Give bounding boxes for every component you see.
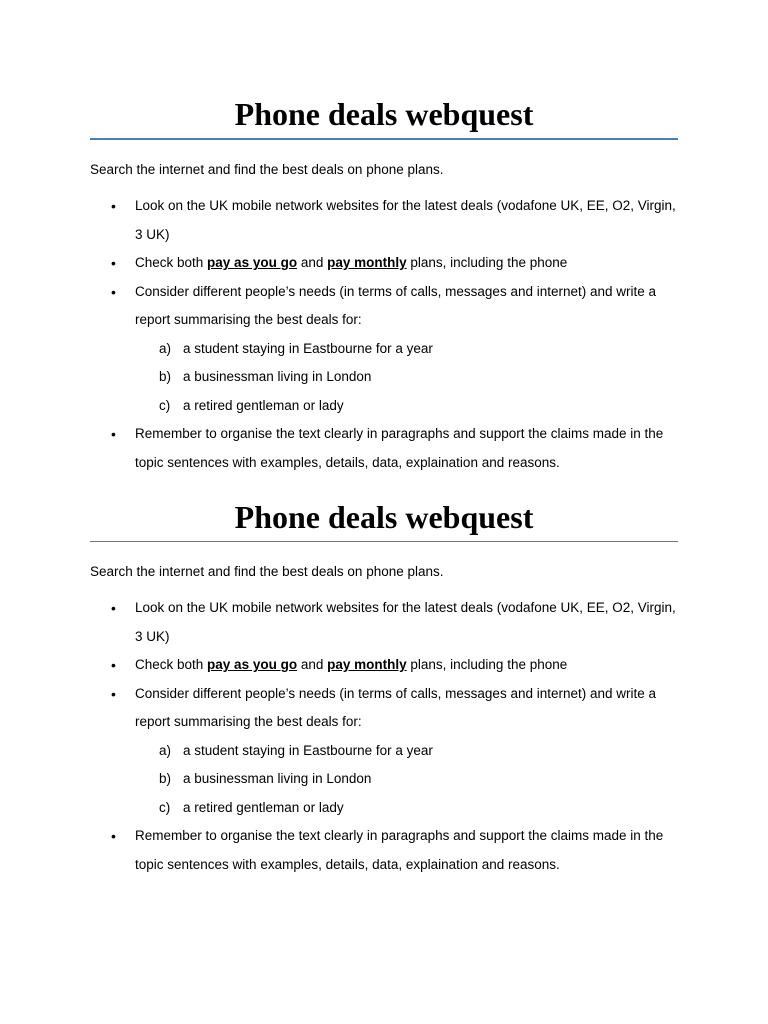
- page-title: Phone deals webquest: [90, 90, 678, 140]
- sub-list: [135, 335, 678, 421]
- bullet-list: [90, 594, 678, 879]
- bullet-icon: •: [111, 600, 116, 616]
- emphasis-pay-monthly: pay monthly: [327, 255, 407, 270]
- bullet-icon: •: [111, 685, 116, 702]
- sub-list-item: [135, 392, 678, 421]
- sub-list: [135, 737, 678, 823]
- bullet-icon: •: [111, 283, 116, 300]
- sub-list-item: [135, 363, 678, 392]
- list-item-text: Consider different people’s needs (in terms of calls, messages and internet) and write a report summarising the best deals for:: [135, 283, 657, 327]
- sub-list-item: [135, 794, 678, 823]
- bullet-icon: •: [111, 657, 116, 673]
- list-item: [90, 420, 678, 477]
- sub-list-marker: c): [159, 799, 171, 815]
- list-item: [90, 822, 678, 879]
- sub-list-marker: b): [159, 771, 172, 786]
- list-item-text: Look on the UK mobile network websites for the latest deals (vodafone UK, EE, O2, Virgin, 3 UK): [135, 198, 676, 242]
- bullet-list: [90, 192, 678, 477]
- sub-list-marker: c): [159, 397, 171, 413]
- list-item-text-post: plans, including the phone: [406, 255, 568, 270]
- sub-list-item: [135, 737, 678, 766]
- sub-list-text: a retired gentleman or lady: [183, 799, 344, 815]
- list-item-text: Remember to organise the text clearly in paragraphs and support the claims made in the topic sentences with examples, details, data, explaination and reasons.: [135, 426, 664, 470]
- intro-paragraph: Search the internet and find the best deals on phone plans.: [90, 162, 444, 177]
- webquest-section: [90, 493, 678, 879]
- emphasis-pay-as-you-go: pay as you go: [207, 657, 298, 672]
- bullet-icon: •: [111, 255, 116, 271]
- bullet-icon: •: [111, 198, 116, 214]
- sub-list-marker: b): [159, 369, 172, 384]
- list-item: [90, 278, 678, 421]
- webquest-section: [90, 90, 678, 477]
- emphasis-pay-as-you-go: pay as you go: [207, 255, 298, 270]
- emphasis-pay-monthly: pay monthly: [327, 657, 407, 672]
- sub-list-marker: a): [159, 742, 172, 758]
- list-item-text-pre: Check both: [135, 255, 208, 270]
- sub-list-text: a retired gentleman or lady: [183, 397, 344, 413]
- sub-list-text: a businessman living in London: [183, 369, 372, 384]
- bullet-icon: •: [111, 828, 116, 844]
- list-item: [90, 651, 678, 680]
- list-item-text: Consider different people’s needs (in terms of calls, messages and internet) and write a report summarising the best deals for:: [135, 685, 657, 729]
- document-page: [90, 90, 678, 879]
- list-item: [90, 192, 678, 249]
- list-item: [90, 594, 678, 651]
- list-item: [90, 680, 678, 823]
- list-item-text-pre: Check both: [135, 657, 208, 672]
- sub-list-text: a student staying in Eastbourne for a year: [183, 340, 433, 356]
- list-item-text-mid: and: [297, 255, 328, 270]
- sub-list-marker: a): [159, 340, 172, 356]
- sub-list-item: [135, 335, 678, 364]
- list-item-text-mid: and: [297, 657, 328, 672]
- list-item-text-post: plans, including the phone: [406, 657, 568, 672]
- sub-list-text: a student staying in Eastbourne for a year: [183, 742, 433, 758]
- list-item-text: Remember to organise the text clearly in paragraphs and support the claims made in the topic sentences with examples, details, data, explaination and reasons.: [135, 828, 664, 872]
- list-item-text: Look on the UK mobile network websites for the latest deals (vodafone UK, EE, O2, Virgin, 3 UK): [135, 600, 676, 644]
- page-title: Phone deals webquest: [90, 493, 678, 542]
- sub-list-item: [135, 765, 678, 794]
- list-item: [90, 249, 678, 278]
- bullet-icon: •: [111, 426, 116, 442]
- intro-paragraph: Search the internet and find the best deals on phone plans.: [90, 564, 444, 579]
- sub-list-text: a businessman living in London: [183, 771, 372, 786]
